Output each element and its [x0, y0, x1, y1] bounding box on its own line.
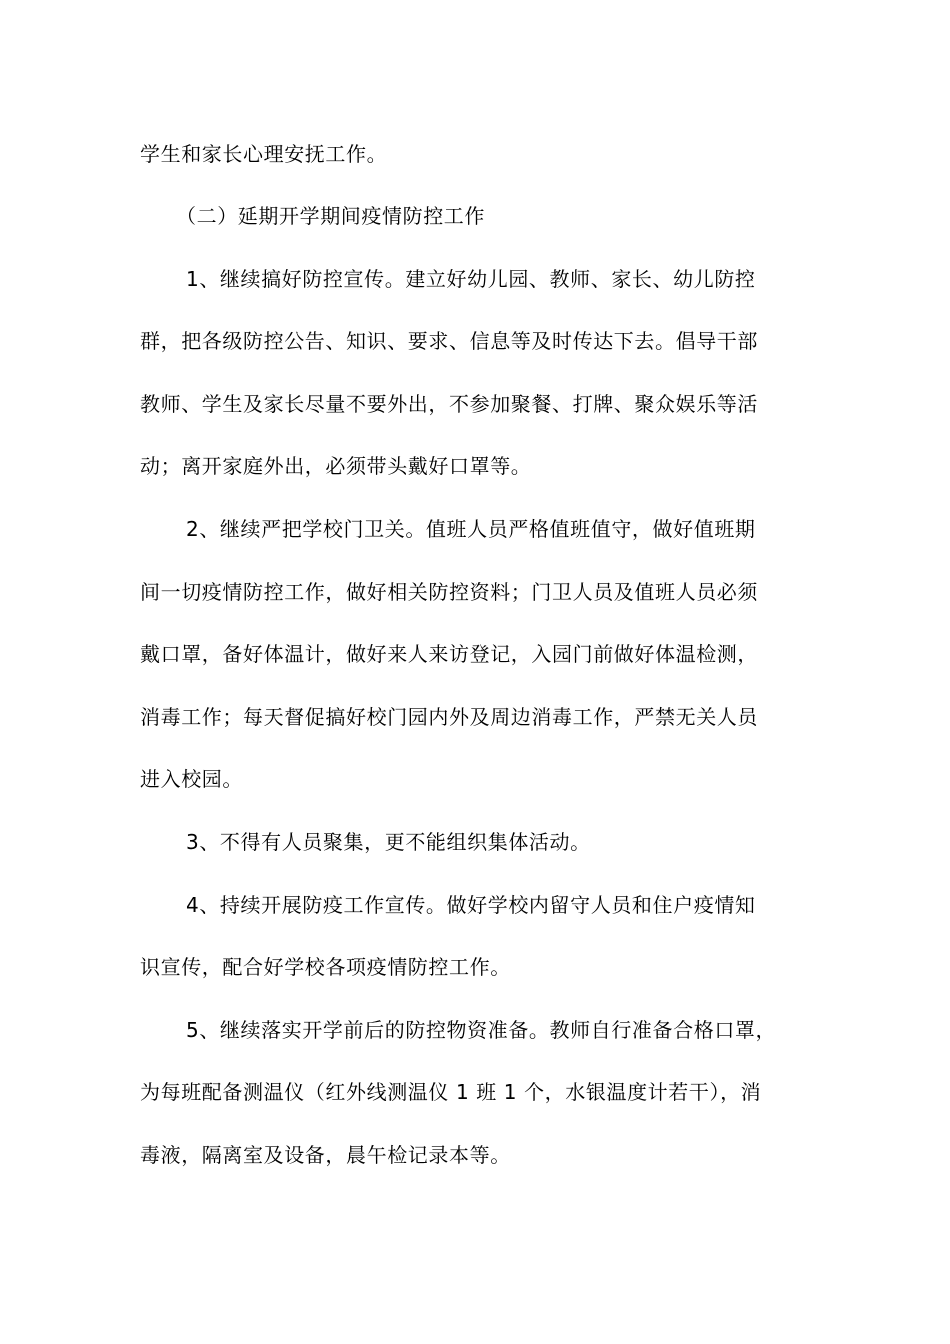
paragraph-5-line-1: 5、继续落实开学前后的防控物资准备。教师自行准备合格口罩，: [186, 1018, 777, 1042]
paragraph-4-line-1: 4、持续开展防疫工作宣传。做好学校内留守人员和住户疫情知: [186, 893, 756, 917]
text-line: 学生和家长心理安抚工作。: [140, 142, 388, 166]
paragraph-1-line-3: 教师、学生及家长尽量不要外出，不参加聚餐、打牌、聚众娱乐等活: [140, 392, 758, 416]
paragraph-4-line-2: 识宣传，配合好学校各项疫情防控工作。: [140, 955, 511, 979]
paragraph-5-line-2: 为每班配备测温仪（红外线测温仪 1 班 1 个，水银温度计若干），消: [140, 1080, 762, 1104]
paragraph-2-line-4: 消毒工作；每天督促搞好校门园内外及周边消毒工作，严禁无关人员: [140, 705, 758, 729]
section-heading: （二）延期开学期间疫情防控工作: [176, 204, 485, 228]
paragraph-1-line-2: 群，把各级防控公告、知识、要求、信息等及时传达下去。倡导干部: [140, 329, 758, 353]
paragraph-3-line-1: 3、不得有人员聚集，更不能组织集体活动。: [186, 830, 591, 854]
paragraph-5-line-3: 毒液，隔离室及设备，晨午检记录本等。: [140, 1143, 511, 1167]
paragraph-2-line-2: 间一切疫情防控工作，做好相关防控资料；门卫人员及值班人员必须: [140, 580, 758, 604]
paragraph-2-line-1: 2、继续严把学校门卫关。值班人员严格值班值守，做好值班期: [186, 517, 756, 541]
paragraph-2-line-5: 进入校园。: [140, 767, 243, 791]
paragraph-2-line-3: 戴口罩，备好体温计，做好来人来访登记，入园门前做好体温检测，: [140, 642, 758, 666]
paragraph-1-line-1: 1、继续搞好防控宣传。建立好幼儿园、教师、家长、幼儿防控: [186, 267, 756, 291]
paragraph-1-line-4: 动；离开家庭外出，必须带头戴好口罩等。: [140, 454, 532, 478]
